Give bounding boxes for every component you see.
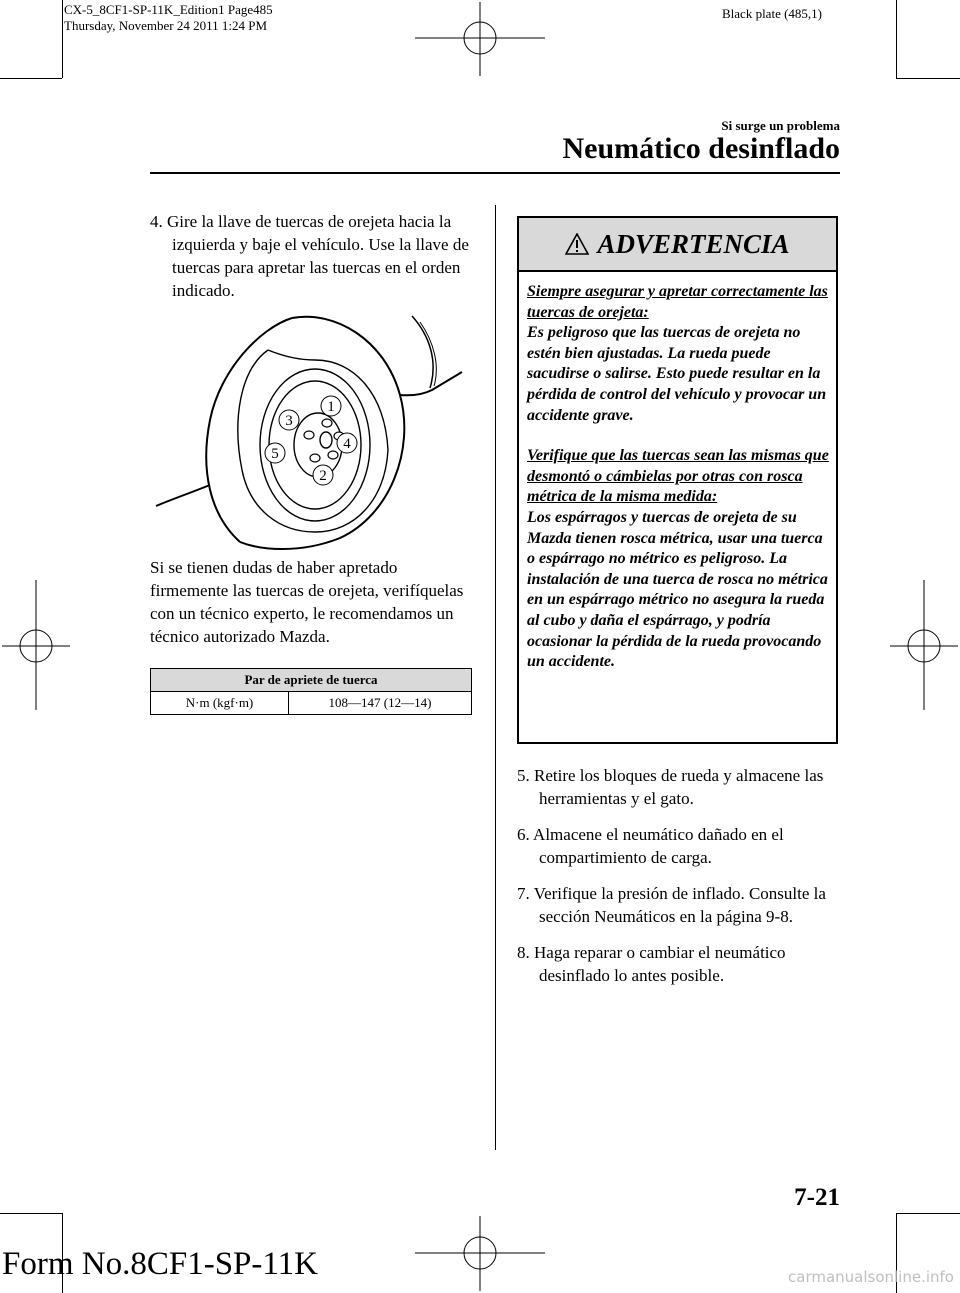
nut-label-5: 5 — [271, 446, 279, 462]
torque-table — [150, 668, 472, 715]
watermark: carmanualsonline.info — [788, 1268, 954, 1286]
warning-box — [517, 216, 838, 744]
column-divider — [495, 205, 496, 1150]
plate-label: Black plate (485,1) — [722, 6, 822, 21]
torque-table-header: Par de apriete de tuerca — [151, 669, 472, 692]
section-label: Si surge un problema — [721, 118, 840, 133]
warning-triangle-icon — [565, 233, 589, 255]
nut-label-1: 1 — [327, 399, 335, 415]
warning-heading-2: Verifique que las tuercas sean las mismas que desmontó o cámbielas por otras con rosca métrica de la misma medida: — [527, 447, 829, 506]
print-header-file: CX-5_8CF1-SP-11K_Edition1 Page485 — [64, 2, 273, 17]
warning-heading-1: Siempre asegurar y apretar correctamente las tuercas de orejeta: — [527, 283, 828, 321]
warning-title: ADVERTENCIA — [597, 228, 790, 259]
header-rule — [150, 172, 840, 174]
nut-label-3: 3 — [285, 413, 293, 429]
step-6: 6. Almacene el neumático dañado en el compartimiento de carga. — [517, 825, 784, 867]
warning-body — [519, 272, 836, 673]
step-7: 7. Verifique la presión de inflado. Consulte la sección Neumáticos en la página 9-8. — [517, 884, 826, 926]
tire-illustration — [150, 310, 470, 550]
warning-text-1: Es peligroso que las tuercas de orejeta no estén bien ajustadas. La rueda puede sacudirse o salirse. Esto puede resultar en la pérdida de control del vehículo y provocar un accidente grave. — [527, 324, 827, 424]
print-header-date: Thursday, November 24 2011 1:24 PM — [64, 18, 268, 33]
left-column — [150, 210, 470, 314]
step-5: 5. Retire los bloques de rueda y almacene las herramientas y el gato. — [517, 766, 824, 808]
form-number: Form No.8CF1-SP-11K — [2, 1246, 318, 1282]
torque-value-cell: 108―147 (12―14) — [289, 692, 472, 715]
step-4: 4. Gire la llave de tuercas de orejeta hacia la izquierda y baje el vehículo. Use la llave de tuercas para apretar las tuercas en el orden indicado. — [150, 212, 469, 300]
nut-label-2: 2 — [319, 468, 327, 484]
torque-unit-cell: N·m (kgf·m) — [151, 692, 289, 715]
step-8: 8. Haga reparar o cambiar el neumático desinflado lo antes posible. — [517, 943, 786, 985]
nut-label-4: 4 — [343, 436, 351, 452]
tightening-note: Si se tienen dudas de haber apretado firmemente las tuercas de orejeta, verifíquelas con un técnico experto, le recomendamos un técnico autorizado Mazda. — [150, 558, 464, 646]
warning-text-2: Los espárragos y tuercas de orejeta de su Mazda tienen rosca métrica, usar una tuerca o espárrago no métrico es peligroso. La instalación de una tuerca de rosca no métrica en un espárrago métrico no asegura la rueda al cubo y daña el espárrago, y podría ocasionar la pérdida de la rueda provocando un accidente. — [527, 508, 828, 671]
right-column — [517, 764, 837, 1000]
warning-header — [519, 218, 836, 272]
page-title: Neumático desinflado — [562, 132, 840, 165]
page-number: 7-21 — [794, 1184, 840, 1211]
left-column-note — [150, 556, 470, 648]
